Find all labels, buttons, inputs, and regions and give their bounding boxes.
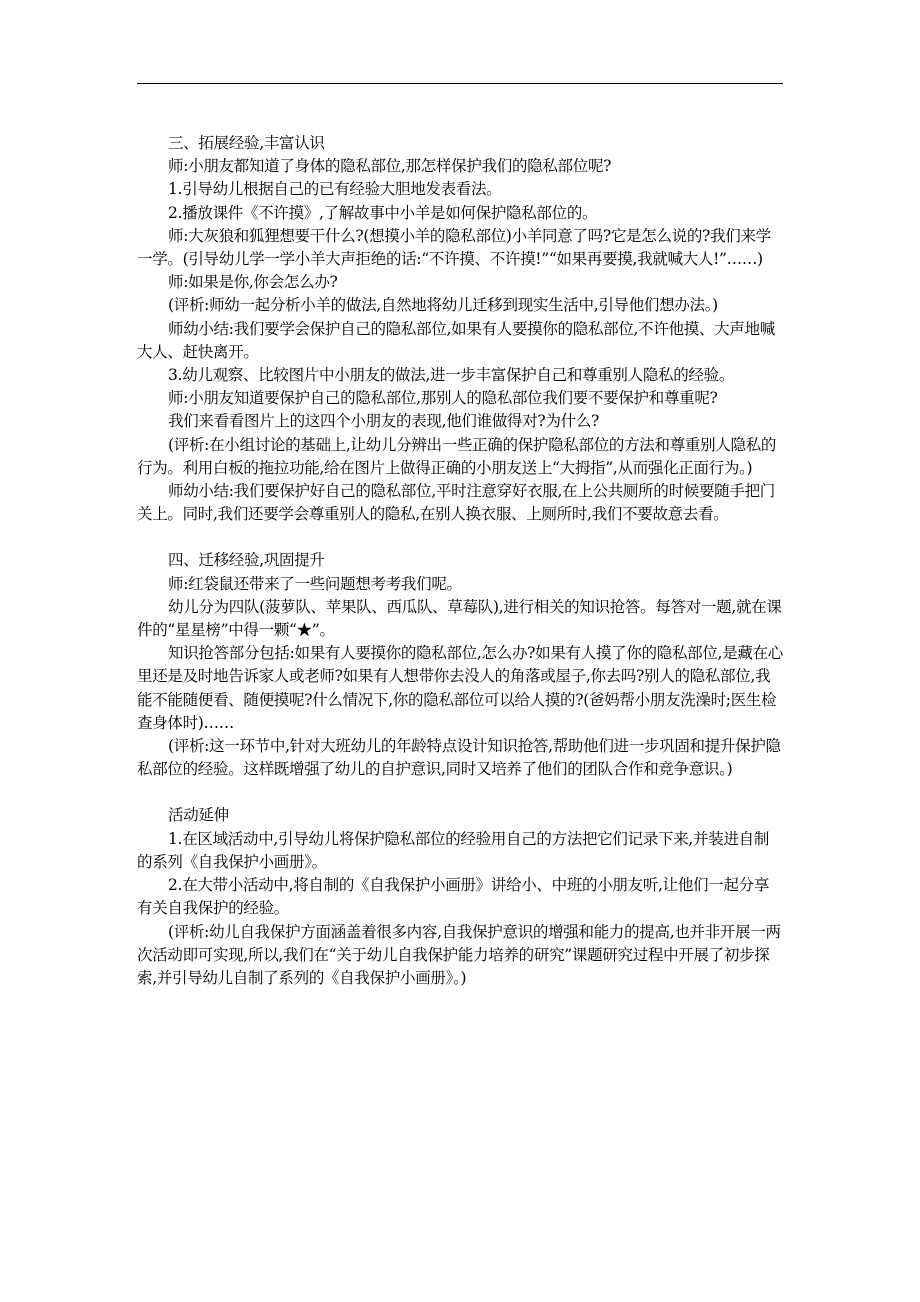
document-body [137,132,783,990]
commentary-paragraph: (评析:在小组讨论的基础上,让幼儿分辨出一些正确的保护隐私部位的方法和尊重别人隐私的行为。利用白板的拖拉功能,给在图片上做得正确的小朋友送上“大拇指”,从而强化正面行为。) [137,435,777,477]
paragraph: 师幼小结:我们要学会保护自己的隐私部位,如果有人要摸你的隐私部位,不许他摸、大声地喊大人、赶快离开。 [137,319,775,361]
section-heading: 三、拓展经验,丰富认识 [168,134,325,152]
paragraph: 2.在大带小活动中,将自制的《自我保护小画册》讲给小、中班的小朋友听,让他们一起分享有关自我保护的经验。 [137,876,770,918]
header-rule [137,83,783,84]
section-heading: 四、迁移经验,巩固提升 [168,551,325,570]
paragraph: 师:小朋友都知道了身体的隐私部位,那怎样保护我们的隐私部位呢? [168,157,612,176]
paragraph: 我们来看看图片上的这四个小朋友的表现,他们谁做得对?为什么? [168,412,600,431]
paragraph: 知识抢答部分包括:如果有人要摸你的隐私部位,怎么办?如果有人摸了你的隐私部位,是藏在心里还是及时地告诉家人或老师?如果有人想带你去没人的角落或屋子,你去吗?别人的隐私部位,我能不能随便看、随便摸呢?什么情况下,你的隐私部位可以给人摸的?(爸妈帮小朋友洗澡时;医生检查身体时)…… [137,644,783,732]
commentary-paragraph: (评析:幼儿自我保护方面涵盖着很多内容,自我保护意识的增强和能力的提高,也并非开展一两次活动即可实现,所以,我们在“关于幼儿自我保护能力培养的研究”课题研究过程中开展了初步探索,并引导幼儿自制了系列的《自我保护小画册》。) [137,922,781,987]
paragraph: 师幼小结:我们要保护好自己的隐私部位,平时注意穿好衣服,在上公共厕所的时候要随手把门关上。同时,我们还要学会尊重别人的隐私,在别人换衣服、上厕所时,我们不要故意去看。 [137,482,775,524]
paragraph: 幼儿分为四队(菠萝队、苹果队、西瓜队、草莓队),进行相关的知识抢答。每答对一题,就在课件的“星星榜”中得一颗“★”。 [137,597,782,640]
paragraph: 师:如果是你,你会怎么办? [168,273,338,292]
paragraph: 师:大灰狼和狐狸想要干什么?(想摸小羊的隐私部位)小羊同意了吗?它是怎么说的?我们来学一学。(引导幼儿学一学小羊大声拒绝的话:“不许摸、不许摸!”“如果再要摸,我就喊大人!”……) [137,226,771,269]
paragraph: 3.幼儿观察、比较图片中小朋友的做法,进一步丰富保护自己和尊重别人隐私的经验。 [168,366,735,385]
paragraph: 1.在区域活动中,引导幼儿将保护隐私部位的经验用自己的方法把它们记录下来,并装进自制的系列《自我保护小画册》。 [137,829,770,871]
commentary-paragraph: (评析:这一环节中,针对大班幼儿的年龄特点设计知识抢答,帮助他们进一步巩固和提升保护隐私部位的经验。这样既增强了幼儿的自护意识,同时又培养了他们的团队合作和竞争意识。) [137,737,781,779]
paragraph: 2.播放课件《不许摸》,了解故事中小羊是如何保护隐私部位的。 [168,203,598,222]
section-heading: 活动延伸 [168,806,229,825]
paragraph: 师:红袋鼠还带来了一些问题想考考我们呢。 [168,574,462,593]
paragraph: 师:小朋友知道要保护自己的隐私部位,那别人的隐私部位我们要不要保护和尊重呢? [168,389,718,408]
paragraph: 1.引导幼儿根据自己的已有经验大胆地发表看法。 [168,180,502,199]
commentary-paragraph: (评析:师幼一起分析小羊的做法,自然地将幼儿迁移到现实生活中,引导他们想办法。) [168,296,718,315]
